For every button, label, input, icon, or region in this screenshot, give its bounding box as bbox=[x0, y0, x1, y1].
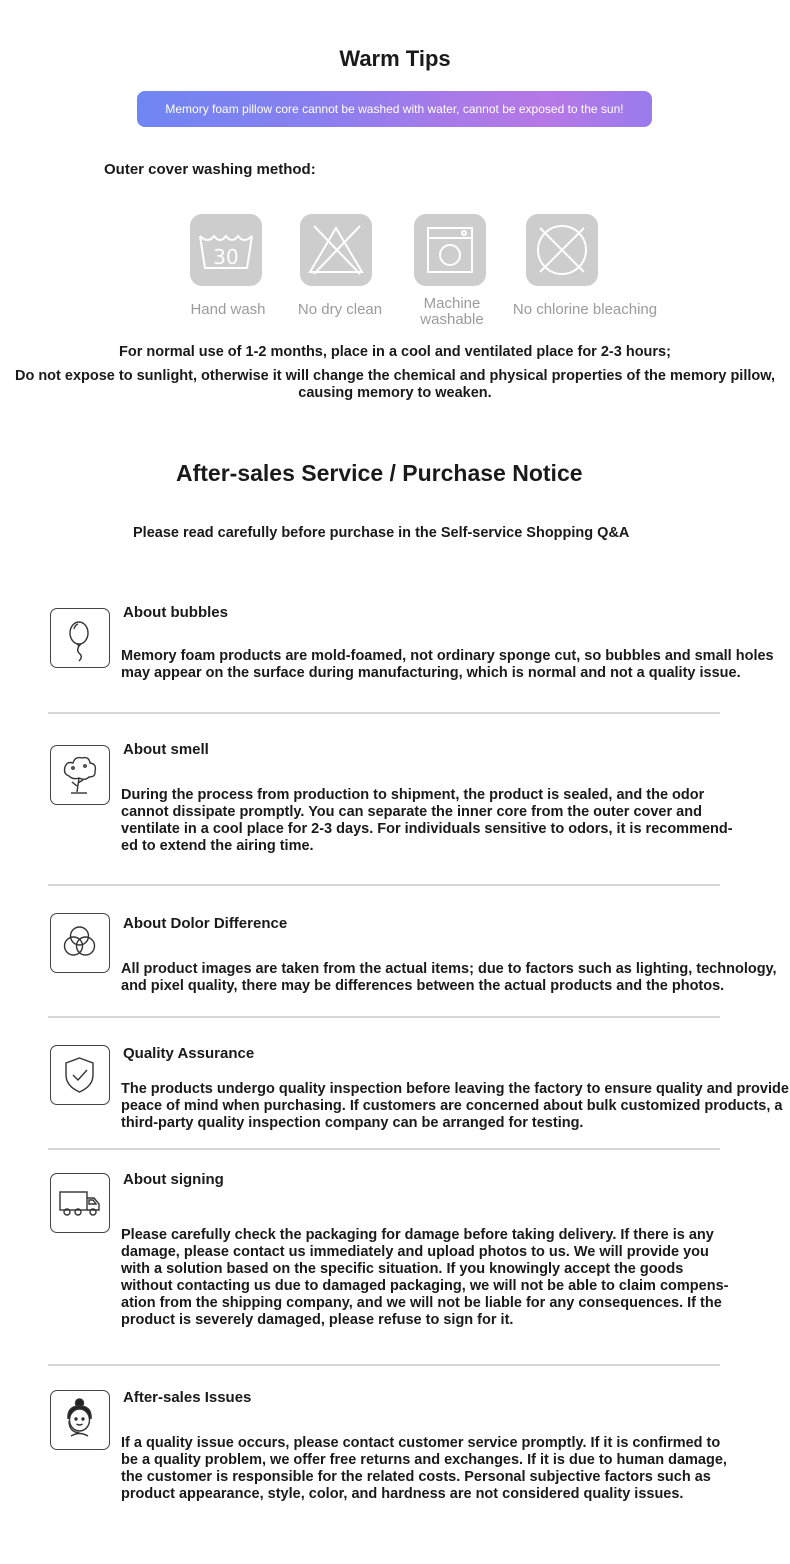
no-dry-clean-icon bbox=[300, 214, 372, 286]
washing-machine-icon bbox=[414, 214, 486, 286]
svg-text:30: 30 bbox=[213, 245, 239, 269]
warning-banner: Memory foam pillow core cannot be washed with water, cannot be exposed to the sun! bbox=[137, 91, 652, 127]
no-bleach-label: No chlorine bleaching bbox=[512, 301, 658, 318]
item-title: About Dolor Difference bbox=[123, 915, 288, 932]
divider bbox=[48, 1364, 720, 1366]
no-bleach-icon bbox=[526, 214, 598, 286]
care-note-line: Do not expose to sunlight, otherwise it will change the chemical and physical properties of the memory pillow, bbox=[14, 368, 776, 384]
item-body: The products undergo quality inspection before leaving the factory to ensure quality and provide peace of mind when purchasing. If customers are concerned about bulk customized products, a third-party quality inspection company can be arranged for testing. bbox=[121, 1081, 789, 1131]
item-body: Please carefully check the packaging for damage before taking delivery. If there is any damage, please contact us immediately and upload photos to us. We will provide you with a solution based on the specific situation. If you knowingly accept the goods without contacting us due to damaged packaging, we will not be able to claim compens- ation from the shipping company, and we will not be liable for any consequences. If the product is severely damaged, please refuse to sign for it. bbox=[121, 1227, 729, 1328]
item-body: If a quality issue occurs, please contact customer service promptly. If it is confirmed to be a quality problem, we offer free returns and exchanges. If it is due to human damage, the customer is responsible for the related costs. Personal subjective factors such as product appearance, style, color, and hardness are not considered quality issues. bbox=[121, 1435, 727, 1502]
after-sales-subtitle: Please read carefully before purchase in the Self-service Shopping Q&A bbox=[133, 525, 630, 541]
divider bbox=[48, 712, 720, 714]
no-dry-clean-label: No dry clean bbox=[297, 301, 383, 318]
wash-method-heading: Outer cover washing method: bbox=[104, 161, 316, 178]
divider bbox=[48, 884, 720, 886]
divider bbox=[48, 1016, 720, 1018]
item-body: All product images are taken from the actual items; due to factors such as lighting, technology, and pixel quality, there may be differences between the actual products and the photos. bbox=[121, 961, 777, 994]
care-note-line: causing memory to weaken. bbox=[298, 385, 492, 401]
delivery-truck-icon bbox=[50, 1173, 110, 1233]
item-body: Memory foam products are mold-foamed, not ordinary sponge cut, so bubbles and small holes may appear on the surface during manufacturing, which is normal and not a quality issue. bbox=[121, 648, 774, 681]
item-title: After-sales Issues bbox=[123, 1389, 252, 1406]
item-title: About smell bbox=[123, 741, 209, 758]
customer-service-icon bbox=[50, 1390, 110, 1450]
hand-wash-30-icon bbox=[190, 214, 262, 286]
shield-check-icon bbox=[50, 1045, 110, 1105]
balloon-icon bbox=[50, 608, 110, 668]
after-sales-title: After-sales Service / Purchase Notice bbox=[176, 460, 583, 486]
machine-washable-label: Machine washable bbox=[420, 295, 484, 328]
item-body: During the process from production to shipment, the product is sealed, and the odor cannot dissipate promptly. You can separate the inner core from the outer cover and ventilate in a cool place for 2-3 days. For individuals sensitive to odors, it is recommend- ed to extend the airing time. bbox=[121, 787, 733, 854]
item-title: About bubbles bbox=[123, 604, 228, 621]
warm-tips-title: Warm Tips bbox=[339, 46, 451, 71]
color-circles-icon bbox=[50, 913, 110, 973]
item-title: Quality Assurance bbox=[123, 1045, 255, 1062]
care-note-line: For normal use of 1-2 months, place in a cool and ventilated place for 2-3 hours; bbox=[119, 344, 671, 360]
divider bbox=[48, 1148, 720, 1150]
tree-smell-icon bbox=[50, 745, 110, 805]
item-title: About signing bbox=[123, 1171, 224, 1188]
hand-wash-label: Hand wash bbox=[190, 301, 266, 318]
